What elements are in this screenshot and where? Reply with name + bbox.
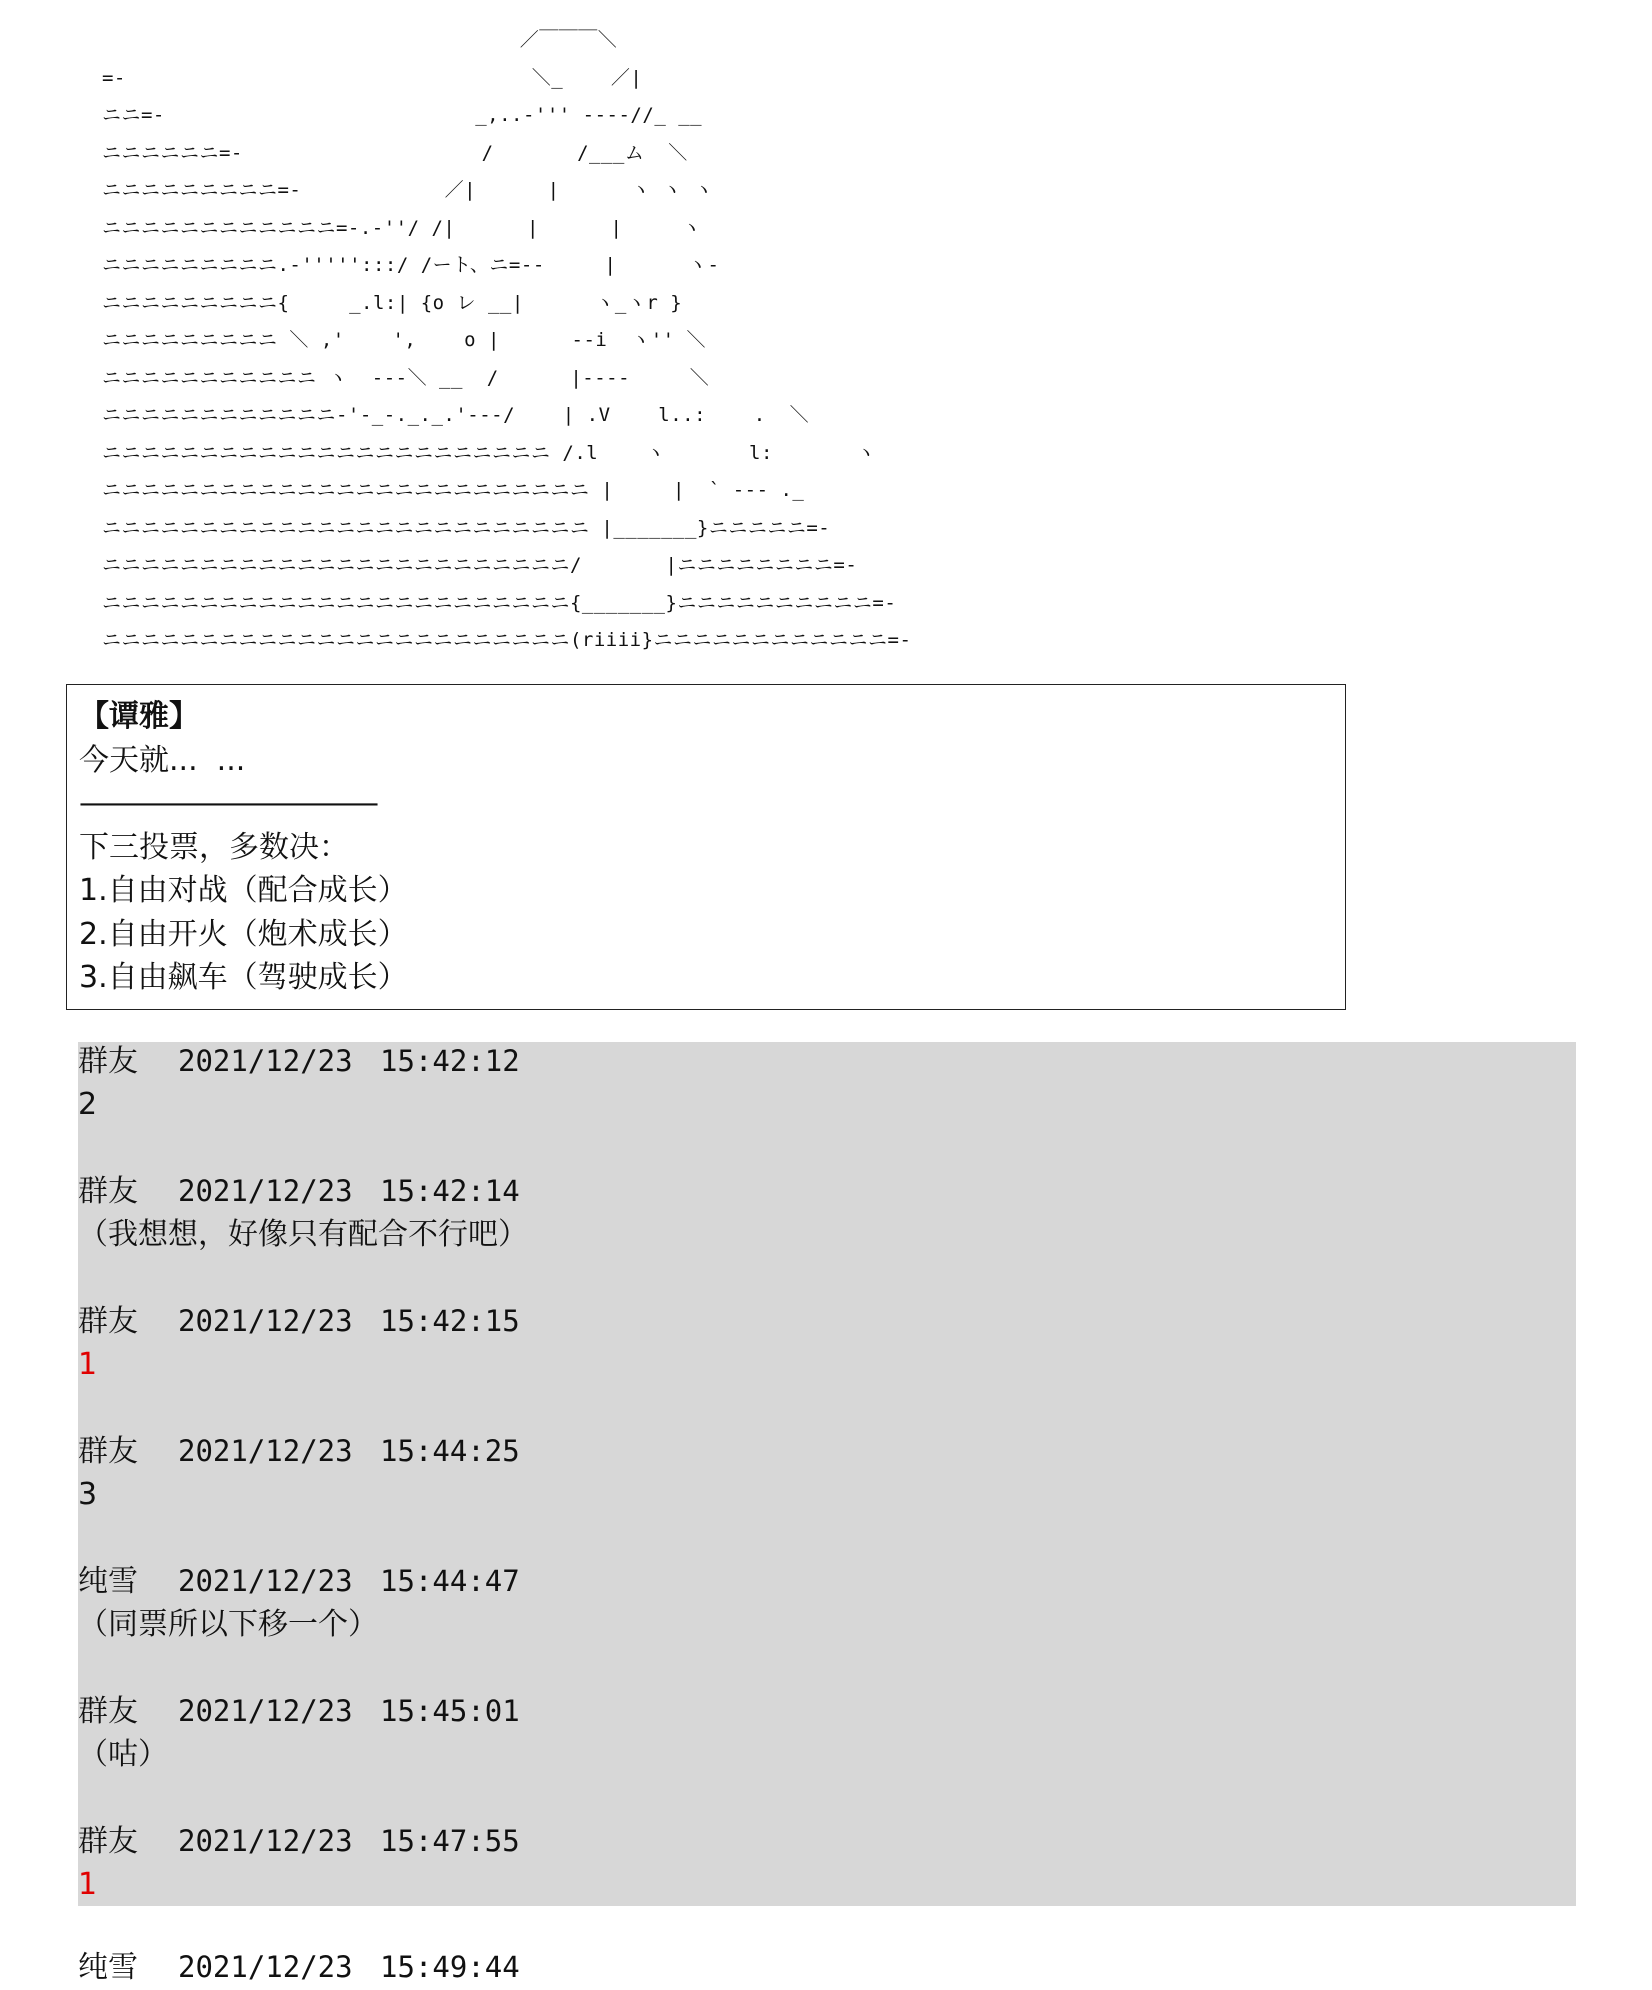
reply-time: 15:44:47 [380,1564,520,1598]
reply-body: 1 [78,1347,98,1382]
vote-prompt: 下三投票，多数决： [79,829,349,865]
reply-item [78,1560,1578,1690]
ascii-art-illustration: ／￣￣￣＼ =- ＼_ ／| ニニ=- _,..-''' ----//_ __ ニニニニニニ=- / /___ム ＼ ニニニニニニニニニ=- ／| | ヽ ヽ ヽ ニニニニニニニニニニニニ=-.-''/ /| | | ヽ ニニニニニニニニニ.-''''':::/ /ート、ニ=-- | ヽ- ニニニニニニニニニ{ _.l:| {o レ __| ヽ_ヽr } ニニニニニニニニニ ＼ ,' ', o | --i ヽ'' ＼ ニニニニニニニニニニニ ヽ ---＼ __ / |---- ＼ ニニニニニニニニニニニニ-'-_-._._.'---/ | .V l..: . ＼ ニニニニニニニニニニニニニニニニニニニニニニニ /.l ヽ l: ヽ ニニニニニニニニニニニニニニニニニニニニニニニニニ | | ` --- ._ ニニニニニニニニニニニニニニニニニニニニニニニニニ |_______}ニニニニニ=- ニニニニニニニニニニニニニニニニニニニニニニニニ/ |ニニニニニニニニ=- ニニニニニニニニニニニニニニニニニニニニニニニニ{_______}ニニニニニニニニニニ=- ニニニニニニニニニニニニニニニニニニニニニニニニ(riiii}ニニニニニニニニニニニニ=- [101,29,912,651]
reply-date: 2021/12/23 [178,1044,353,1078]
reply-time: 15:42:15 [380,1304,520,1338]
reply-body: 1 [78,1867,98,1902]
vote-option-3: 3.自由飙车（驾驶成长） [79,960,408,995]
reply-date: 2021/12/23 [178,1694,353,1728]
reply-item [78,1430,1578,1560]
reply-time: 15:44:25 [380,1434,520,1468]
reply-list [78,1040,1578,1950]
reply-header [78,1690,1578,1733]
reply-time: 15:42:12 [380,1044,520,1078]
reply-author: 群友 [78,1824,138,1859]
reply-header [78,1820,1578,1863]
vote-option-1: 1.自由对战（配合成长） [79,873,408,908]
reply-author: 群友 [78,1174,138,1209]
reply-item [78,1690,1578,1820]
reply-time: 15:49:44 [380,1950,520,1984]
reply-body: （咕） [78,1737,168,1772]
reply-date: 2021/12/23 [178,1304,353,1338]
reply-item [78,1040,1578,1170]
reply-author: 纯雪 [78,1950,138,1985]
post-title: 【谭雅】 [79,699,199,734]
reply-date: 2021/12/23 [178,1564,353,1598]
reply-body: （同票所以下移一个） [78,1607,378,1642]
post-divider: ——————————— [79,786,376,821]
reply-time: 15:47:55 [380,1824,520,1858]
reply-header [78,1560,1578,1603]
reply-item [78,1820,1578,1950]
reply-header [78,1170,1578,1213]
vote-option-2: 2.自由开火（炮术成长） [79,916,408,952]
reply-author: 群友 [78,1044,138,1079]
reply-body: 2 [78,1087,98,1122]
reply-date: 2021/12/23 [178,1174,353,1208]
reply-time: 15:45:01 [380,1694,520,1728]
reply-header [78,1040,1578,1083]
reply-body: 3 [78,1477,98,1512]
reply-time: 15:42:14 [380,1174,520,1208]
reply-date: 2021/12/23 [178,1824,353,1858]
post-line: 今天就... ... [79,742,246,778]
reply-header [78,1430,1578,1473]
reply-body: （我想想，好像只有配合不行吧） [78,1217,528,1252]
reply-item [78,1300,1578,1430]
last-reply-header [78,1946,520,1989]
reply-item [78,1170,1578,1300]
reply-author: 群友 [78,1304,138,1339]
reply-author: 群友 [78,1434,138,1469]
reply-author: 纯雪 [78,1564,138,1599]
reply-author: 群友 [78,1694,138,1729]
reply-header [78,1300,1578,1343]
reply-date: 2021/12/23 [178,1950,353,1984]
reply-date: 2021/12/23 [178,1434,353,1468]
post-box [66,684,1346,1010]
